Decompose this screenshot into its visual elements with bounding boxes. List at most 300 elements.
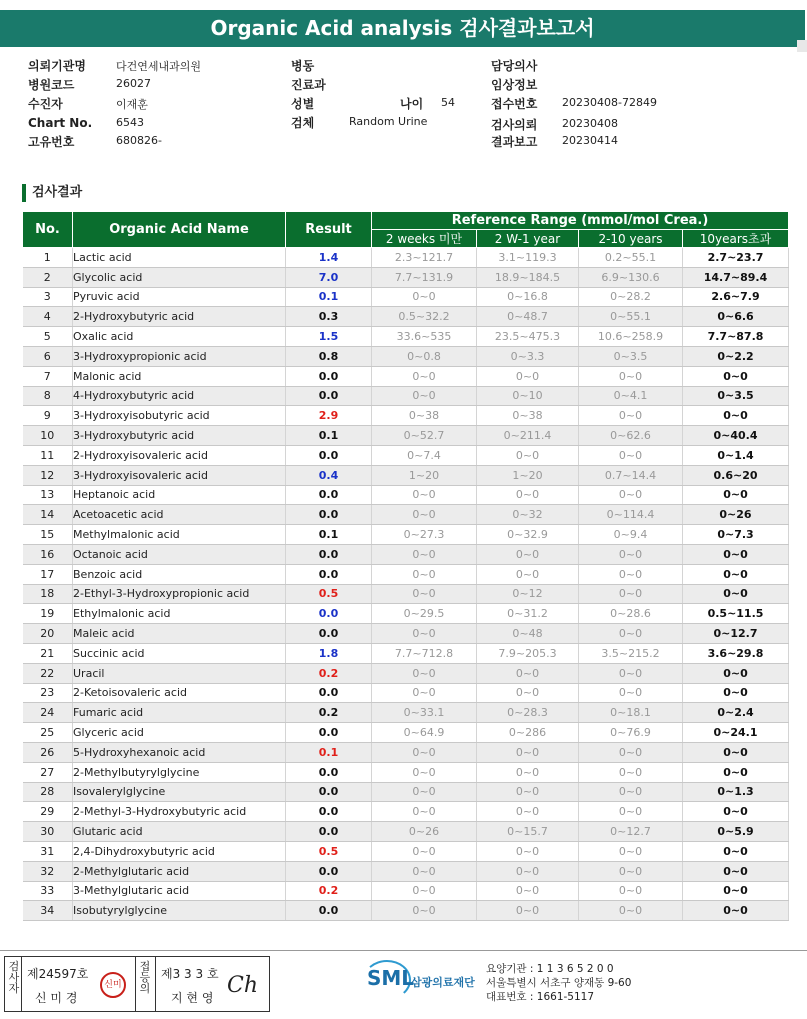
report-label: 결과보고 — [491, 135, 538, 149]
table-row — [23, 485, 789, 505]
range-2w-1y: 0~12 — [477, 584, 579, 604]
right-edge-mark — [797, 40, 807, 52]
table-row — [23, 841, 789, 861]
acid-name: Ethylmalonic acid — [73, 604, 286, 624]
row-number: 19 — [23, 604, 73, 624]
range-2-weeks: 0~0 — [372, 564, 477, 584]
request-value: 20230408 — [562, 117, 618, 130]
header-range-1: 2 weeks 미만 — [372, 230, 477, 248]
row-number: 3 — [23, 287, 73, 307]
range-2-weeks: 0~0 — [372, 841, 477, 861]
row-number: 23 — [23, 683, 73, 703]
acid-name: Isobutyrylglycine — [73, 901, 286, 921]
range-2w-1y: 0~0 — [477, 485, 579, 505]
range-over-10y: 0.6~20 — [683, 465, 789, 485]
row-number: 18 — [23, 584, 73, 604]
range-2-10y: 0~0 — [579, 406, 683, 426]
acid-name: 2-Methyl-3-Hydroxybutyric acid — [73, 802, 286, 822]
table-row — [23, 723, 789, 743]
result-value: 0.0 — [286, 564, 372, 584]
acid-name: Malonic acid — [73, 366, 286, 386]
row-number: 25 — [23, 723, 73, 743]
range-2-weeks: 0.5~32.2 — [372, 307, 477, 327]
range-2-weeks: 33.6~535 — [372, 327, 477, 347]
result-value: 0.0 — [286, 366, 372, 386]
range-over-10y: 7.7~87.8 — [683, 327, 789, 347]
result-value: 0.0 — [286, 723, 372, 743]
table-row — [23, 584, 789, 604]
range-2w-1y: 7.9~205.3 — [477, 643, 579, 663]
row-number: 32 — [23, 861, 73, 881]
age-label: 나이 — [400, 97, 424, 111]
table-row — [23, 742, 789, 762]
code-label: 병원코드 — [28, 78, 75, 92]
range-over-10y: 0~0 — [683, 544, 789, 564]
age-value: 54 — [441, 96, 455, 109]
result-value: 0.0 — [286, 861, 372, 881]
table-row — [23, 703, 789, 723]
result-value: 0.1 — [286, 742, 372, 762]
range-2-weeks: 0~0 — [372, 683, 477, 703]
row-number: 15 — [23, 525, 73, 545]
range-2w-1y: 0~0 — [477, 445, 579, 465]
range-2w-1y: 0~0 — [477, 782, 579, 802]
table-row — [23, 782, 789, 802]
range-2w-1y: 0~286 — [477, 723, 579, 743]
result-value: 0.2 — [286, 881, 372, 901]
range-2w-1y: 23.5~475.3 — [477, 327, 579, 347]
table-row — [23, 327, 789, 347]
range-2-10y: 10.6~258.9 — [579, 327, 683, 347]
range-2-weeks: 0~0 — [372, 881, 477, 901]
range-2-10y: 0~4.1 — [579, 386, 683, 406]
range-2-weeks: 0~0 — [372, 485, 477, 505]
result-value: 0.0 — [286, 386, 372, 406]
range-2-10y: 0~0 — [579, 366, 683, 386]
result-value: 0.0 — [286, 822, 372, 842]
table-row — [23, 505, 789, 525]
range-2-10y: 0~0 — [579, 445, 683, 465]
table-row — [23, 465, 789, 485]
range-2w-1y: 0~0 — [477, 742, 579, 762]
acid-name: Succinic acid — [73, 643, 286, 663]
range-2w-1y: 1~20 — [477, 465, 579, 485]
acid-name: 3-Hydroxybutyric acid — [73, 426, 286, 446]
range-over-10y: 0~0 — [683, 742, 789, 762]
acid-name: Heptanoic acid — [73, 485, 286, 505]
range-over-10y: 3.6~29.8 — [683, 643, 789, 663]
row-number: 4 — [23, 307, 73, 327]
range-over-10y: 0~3.5 — [683, 386, 789, 406]
range-over-10y: 0~1.3 — [683, 782, 789, 802]
result-value: 0.0 — [286, 901, 372, 921]
header-name: Organic Acid Name — [73, 212, 286, 248]
range-2-10y: 0~0 — [579, 861, 683, 881]
result-value: 0.0 — [286, 505, 372, 525]
range-over-10y: 0~2.2 — [683, 346, 789, 366]
hospital-value: 다건연세내과의원 — [116, 60, 202, 73]
row-number: 1 — [23, 248, 73, 268]
range-2-weeks: 0~7.4 — [372, 445, 477, 465]
range-2-10y: 0~0 — [579, 901, 683, 921]
range-2-weeks: 0~0 — [372, 742, 477, 762]
doctor-label: 담당의사 — [491, 59, 538, 73]
range-2-weeks: 0~26 — [372, 822, 477, 842]
range-over-10y: 0.5~11.5 — [683, 604, 789, 624]
range-2-10y: 0~0 — [579, 881, 683, 901]
header-no: No. — [23, 212, 73, 248]
range-2-10y: 0~62.6 — [579, 426, 683, 446]
acid-name: Lactic acid — [73, 248, 286, 268]
acid-name: Benzoic acid — [73, 564, 286, 584]
table-row — [23, 445, 789, 465]
hospital-label: 의뢰기관명 — [28, 59, 86, 73]
range-2-weeks: 0~0 — [372, 861, 477, 881]
header-range-3: 2-10 years — [579, 230, 683, 248]
range-2-10y: 0~55.1 — [579, 307, 683, 327]
section-title: 검사결과 — [22, 184, 82, 202]
range-2-10y: 0~18.1 — [579, 703, 683, 723]
result-value: 0.0 — [286, 802, 372, 822]
range-2-10y: 0~0 — [579, 544, 683, 564]
lab-street: 서울특별시 서초구 양재동 9-60 — [486, 977, 632, 989]
range-2w-1y: 0~0 — [477, 366, 579, 386]
range-2w-1y: 0~48 — [477, 624, 579, 644]
header-range-2: 2 W-1 year — [477, 230, 579, 248]
range-2-10y: 0~0 — [579, 782, 683, 802]
table-row — [23, 366, 789, 386]
patient-value: 이재훈 — [116, 98, 148, 111]
range-2-weeks: 2.3~121.7 — [372, 248, 477, 268]
range-2-10y: 3.5~215.2 — [579, 643, 683, 663]
range-2w-1y: 0~0 — [477, 861, 579, 881]
acid-name: 2-Methylglutaric acid — [73, 861, 286, 881]
result-value: 0.0 — [286, 604, 372, 624]
header-result: Result — [286, 212, 372, 248]
range-2-10y: 0~0 — [579, 624, 683, 644]
row-number: 2 — [23, 267, 73, 287]
reviewer-license: 제3 3 3 호 — [161, 967, 219, 981]
row-number: 14 — [23, 505, 73, 525]
range-over-10y: 0~40.4 — [683, 426, 789, 446]
range-2w-1y: 0~0 — [477, 841, 579, 861]
specimen-value: Random Urine — [349, 115, 428, 128]
header-reference: Reference Range (mmol/mol Crea.) — [372, 212, 789, 230]
row-number: 12 — [23, 465, 73, 485]
tester-label: 검사자 — [8, 960, 20, 995]
range-2-10y: 0~28.6 — [579, 604, 683, 624]
request-label: 검사의뢰 — [491, 118, 538, 132]
range-2w-1y: 0~0 — [477, 544, 579, 564]
acid-name: 3-Hydroxyisobutyric acid — [73, 406, 286, 426]
range-2-10y: 0~0 — [579, 841, 683, 861]
range-over-10y: 0~0 — [683, 861, 789, 881]
range-over-10y: 0~7.3 — [683, 525, 789, 545]
range-2-weeks: 0~29.5 — [372, 604, 477, 624]
acid-name: 2-Ketoisovaleric acid — [73, 683, 286, 703]
acid-name: 3-Hydroxypropionic acid — [73, 346, 286, 366]
results-table — [22, 211, 789, 921]
row-number: 7 — [23, 366, 73, 386]
range-2w-1y: 0~0 — [477, 762, 579, 782]
result-value: 0.0 — [286, 485, 372, 505]
range-2w-1y: 0~0 — [477, 802, 579, 822]
range-over-10y: 0~0 — [683, 683, 789, 703]
table-row — [23, 544, 789, 564]
acid-name: Fumaric acid — [73, 703, 286, 723]
tester-name: 신 미 경 — [35, 991, 78, 1005]
range-2-10y: 0~0 — [579, 584, 683, 604]
row-number: 24 — [23, 703, 73, 723]
acid-name: 3-Methylglutaric acid — [73, 881, 286, 901]
acid-name: Uracil — [73, 663, 286, 683]
ward-label: 병동 — [291, 59, 315, 73]
range-2-10y: 0~0 — [579, 762, 683, 782]
range-2-weeks: 0~0 — [372, 901, 477, 921]
reviewer-label: 접등의 — [139, 960, 151, 995]
sex-label: 성별 — [291, 97, 315, 111]
range-2w-1y: 0~0 — [477, 901, 579, 921]
table-row — [23, 248, 789, 268]
range-over-10y: 14.7~89.4 — [683, 267, 789, 287]
table-row — [23, 307, 789, 327]
table-row — [23, 901, 789, 921]
range-over-10y: 0~0 — [683, 802, 789, 822]
result-value: 0.2 — [286, 703, 372, 723]
result-value: 0.5 — [286, 841, 372, 861]
range-2w-1y: 0~16.8 — [477, 287, 579, 307]
acid-name: 2-Hydroxyisovaleric acid — [73, 445, 286, 465]
receipt-label: 접수번호 — [491, 97, 538, 111]
range-over-10y: 0~0 — [683, 406, 789, 426]
table-row — [23, 287, 789, 307]
range-over-10y: 0~2.4 — [683, 703, 789, 723]
lab-address — [486, 962, 631, 1004]
acid-name: Glyceric acid — [73, 723, 286, 743]
range-over-10y: 0~0 — [683, 663, 789, 683]
id-value: 680826- — [116, 134, 162, 147]
table-row — [23, 346, 789, 366]
result-value: 2.9 — [286, 406, 372, 426]
table-row — [23, 406, 789, 426]
range-2w-1y: 0~0 — [477, 663, 579, 683]
header-range-4: 10years초과 — [683, 230, 789, 248]
tester-license: 제24597호 — [27, 967, 89, 981]
range-2-10y: 0~9.4 — [579, 525, 683, 545]
range-2-weeks: 0~0 — [372, 802, 477, 822]
result-value: 1.5 — [286, 327, 372, 347]
result-value: 0.8 — [286, 346, 372, 366]
range-2-10y: 0~3.5 — [579, 346, 683, 366]
acid-name: Maleic acid — [73, 624, 286, 644]
acid-name: 2-Ethyl-3-Hydroxypropionic acid — [73, 584, 286, 604]
range-2w-1y: 0~211.4 — [477, 426, 579, 446]
range-2w-1y: 0~32 — [477, 505, 579, 525]
row-number: 6 — [23, 346, 73, 366]
range-2-weeks: 0~0 — [372, 544, 477, 564]
range-2-10y: 6.9~130.6 — [579, 267, 683, 287]
range-over-10y: 0~0 — [683, 901, 789, 921]
row-number: 21 — [23, 643, 73, 663]
result-value: 0.0 — [286, 544, 372, 564]
table-row — [23, 386, 789, 406]
range-2-weeks: 1~20 — [372, 465, 477, 485]
row-number: 11 — [23, 445, 73, 465]
reviewer-signature: Ch — [227, 973, 259, 998]
acid-name: 3-Hydroxyisovaleric acid — [73, 465, 286, 485]
footer-divider — [0, 950, 807, 951]
range-over-10y: 2.6~7.9 — [683, 287, 789, 307]
acid-name: Octanoic acid — [73, 544, 286, 564]
row-number: 8 — [23, 386, 73, 406]
acid-name: 2-Hydroxybutyric acid — [73, 307, 286, 327]
result-value: 0.2 — [286, 663, 372, 683]
range-2w-1y: 0~38 — [477, 406, 579, 426]
range-2w-1y: 0~0 — [477, 683, 579, 703]
dept-label: 진료과 — [291, 78, 326, 92]
range-over-10y: 0~0 — [683, 762, 789, 782]
range-over-10y: 0~0 — [683, 584, 789, 604]
table-row — [23, 663, 789, 683]
result-value: 0.0 — [286, 762, 372, 782]
result-value: 7.0 — [286, 267, 372, 287]
range-over-10y: 0~12.7 — [683, 624, 789, 644]
lab-code: 요양기관 : 1 1 3 6 5 2 0 0 — [486, 963, 614, 975]
range-2-weeks: 0~0 — [372, 584, 477, 604]
range-2w-1y: 0~32.9 — [477, 525, 579, 545]
range-2w-1y: 18.9~184.5 — [477, 267, 579, 287]
table-row — [23, 525, 789, 545]
row-number: 13 — [23, 485, 73, 505]
row-number: 26 — [23, 742, 73, 762]
acid-name: Glycolic acid — [73, 267, 286, 287]
row-number: 5 — [23, 327, 73, 347]
table-row — [23, 604, 789, 624]
table-row — [23, 683, 789, 703]
result-value: 0.3 — [286, 307, 372, 327]
range-2-weeks: 0~27.3 — [372, 525, 477, 545]
table-row — [23, 822, 789, 842]
range-2-weeks: 0~64.9 — [372, 723, 477, 743]
range-2w-1y: 0~10 — [477, 386, 579, 406]
acid-name: Acetoacetic acid — [73, 505, 286, 525]
range-over-10y: 0~24.1 — [683, 723, 789, 743]
range-2w-1y: 0~15.7 — [477, 822, 579, 842]
row-number: 20 — [23, 624, 73, 644]
row-number: 17 — [23, 564, 73, 584]
range-2-10y: 0~0 — [579, 564, 683, 584]
result-value: 0.5 — [286, 584, 372, 604]
table-row — [23, 564, 789, 584]
result-value: 0.0 — [286, 782, 372, 802]
row-number: 30 — [23, 822, 73, 842]
id-label: 고유번호 — [28, 135, 75, 149]
result-value: 0.0 — [286, 624, 372, 644]
result-value: 0.1 — [286, 287, 372, 307]
row-number: 22 — [23, 663, 73, 683]
range-over-10y: 0~5.9 — [683, 822, 789, 842]
table-row — [23, 881, 789, 901]
table-row — [23, 267, 789, 287]
range-2-10y: 0~0 — [579, 802, 683, 822]
range-2w-1y: 0~0 — [477, 881, 579, 901]
chart-label: Chart No. — [28, 116, 93, 130]
range-2-weeks: 0~52.7 — [372, 426, 477, 446]
table-row — [23, 762, 789, 782]
row-number: 16 — [23, 544, 73, 564]
range-over-10y: 0~0 — [683, 366, 789, 386]
range-over-10y: 0~0 — [683, 881, 789, 901]
acid-name: 2-Methylbutyrylglycine — [73, 762, 286, 782]
reviewer-name: 지 현 영 — [171, 991, 214, 1005]
range-2-weeks: 0~0 — [372, 505, 477, 525]
acid-name: Isovalerylglycine — [73, 782, 286, 802]
range-2-weeks: 7.7~131.9 — [372, 267, 477, 287]
result-value: 1.4 — [286, 248, 372, 268]
result-value: 0.1 — [286, 426, 372, 446]
range-2-weeks: 0~0 — [372, 782, 477, 802]
acid-name: 5-Hydroxyhexanoic acid — [73, 742, 286, 762]
acid-name: Methylmalonic acid — [73, 525, 286, 545]
range-over-10y: 2.7~23.7 — [683, 248, 789, 268]
range-2w-1y: 0~48.7 — [477, 307, 579, 327]
range-2-10y: 0~114.4 — [579, 505, 683, 525]
row-number: 9 — [23, 406, 73, 426]
range-2w-1y: 0~3.3 — [477, 346, 579, 366]
range-over-10y: 0~26 — [683, 505, 789, 525]
table-row — [23, 624, 789, 644]
table-row — [23, 643, 789, 663]
tester-stamp: 신미 — [100, 972, 126, 998]
range-2-10y: 0~76.9 — [579, 723, 683, 743]
lab-phone: 대표번호 : 1661-5117 — [486, 991, 595, 1003]
result-value: 0.0 — [286, 445, 372, 465]
row-number: 34 — [23, 901, 73, 921]
row-number: 33 — [23, 881, 73, 901]
range-2-weeks: 0~0 — [372, 762, 477, 782]
table-row — [23, 861, 789, 881]
lab-name: 삼광의료재단 — [411, 976, 475, 989]
row-number: 27 — [23, 762, 73, 782]
clinical-label: 임상정보 — [491, 78, 538, 92]
row-number: 29 — [23, 802, 73, 822]
range-2-10y: 0~28.2 — [579, 287, 683, 307]
row-number: 28 — [23, 782, 73, 802]
range-2-10y: 0~0 — [579, 485, 683, 505]
acid-name: Glutaric acid — [73, 822, 286, 842]
row-number: 31 — [23, 841, 73, 861]
range-2-10y: 0~0 — [579, 683, 683, 703]
acid-name: 4-Hydroxybutyric acid — [73, 386, 286, 406]
result-value: 1.8 — [286, 643, 372, 663]
range-2-weeks: 0~0 — [372, 663, 477, 683]
range-2-weeks: 7.7~712.8 — [372, 643, 477, 663]
range-2w-1y: 0~0 — [477, 564, 579, 584]
range-2-10y: 0.2~55.1 — [579, 248, 683, 268]
receipt-value: 20230408-72849 — [562, 96, 657, 109]
range-2-weeks: 0~0 — [372, 624, 477, 644]
chart-value: 6543 — [116, 116, 144, 129]
range-over-10y: 0~1.4 — [683, 445, 789, 465]
range-2-weeks: 0~0 — [372, 386, 477, 406]
range-2-weeks: 0~0.8 — [372, 346, 477, 366]
range-over-10y: 0~0 — [683, 485, 789, 505]
range-over-10y: 0~6.6 — [683, 307, 789, 327]
range-2w-1y: 3.1~119.3 — [477, 248, 579, 268]
acid-name: 2,4-Dihydroxybutyric acid — [73, 841, 286, 861]
lab-logo-text: SML — [367, 966, 415, 990]
specimen-label: 검체 — [291, 116, 315, 130]
